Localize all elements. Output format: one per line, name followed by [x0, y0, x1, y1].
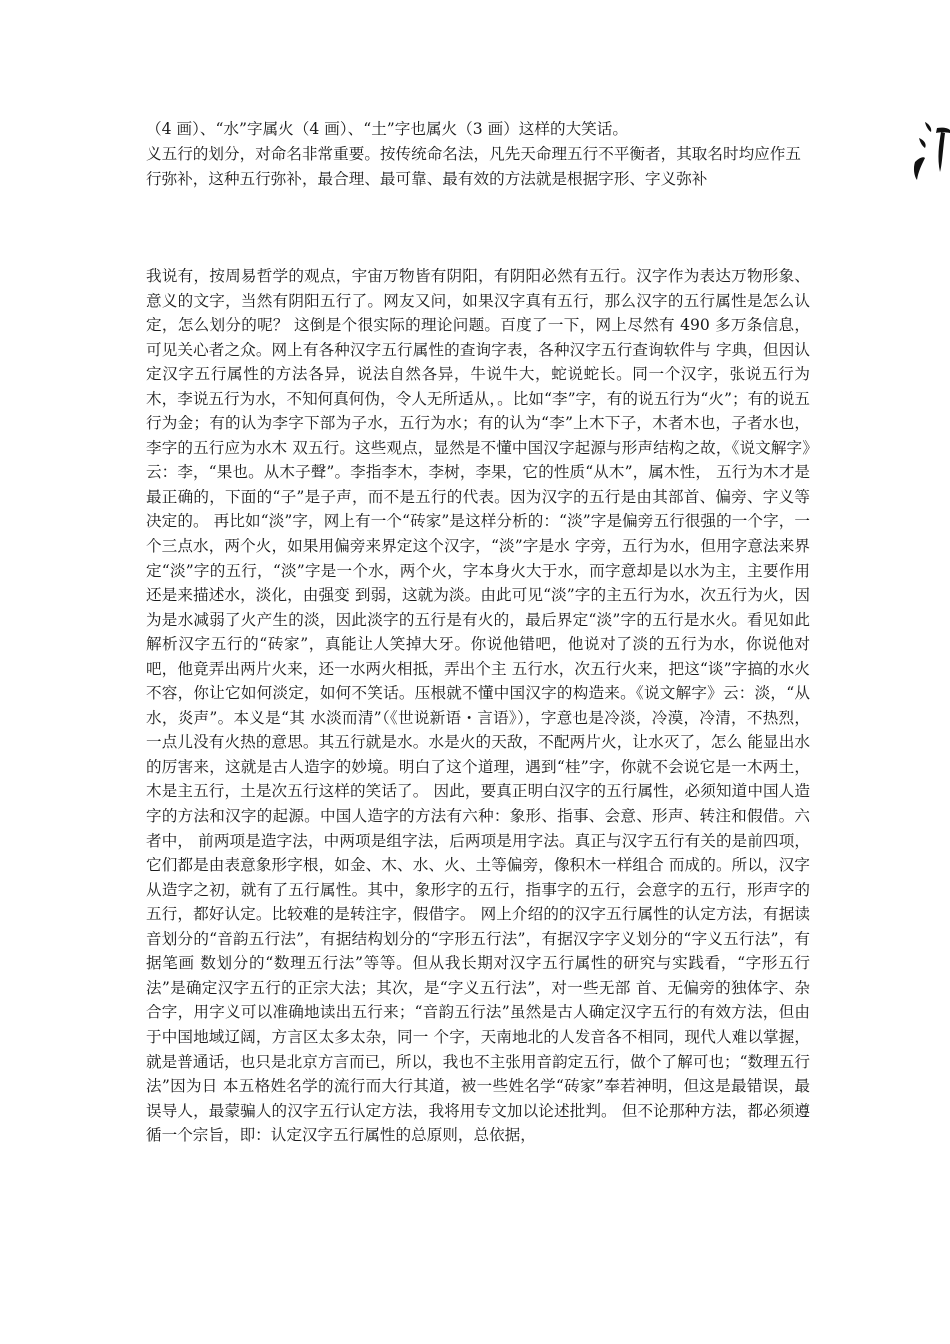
calligraphy-brush-stroke-icon	[905, 118, 950, 188]
top-line-1: （4 画）、“水”字属火（4 画）、“土”字也属火（3 画）这样的大笑话。	[146, 120, 628, 138]
body-text-block	[146, 264, 810, 1148]
top-line-2: 义五行的划分，对命名非常重要。按传统命名法，凡先天命理五行不平衡者，其取名时均应作五行弥补，这种五行弥补，最合理、最可靠、最有效的方法就是根据字形、字义弥补	[146, 145, 801, 188]
body-paragraph: 我说有，按周易哲学的观点，宇宙万物皆有阴阳，有阴阳必然有五行。汉字作为表达万物形象、意义的文字，当然有阴阳五行了。网友又问，如果汉字真有五行，那么汉字的五行属性是怎么认定，怎么划分的呢？ 这倒是个很实际的理论问题。百度了一下，网上尽然有 490 多万条信息，可见关心者之众。网上有各种汉字五行属性的查询字表，各种汉字五行查询软件与 字典，但因认定汉字五行属性的方法各异，说法自然各异，牛说牛大，蛇说蛇长。同一个汉字，张说五行为木，李说五行为水，不知何真何伪，令人无所适从，。比如“李”字，有的说五行为“火”；有的说五行为金；有的认为李字下部为子水，五行为水；有的认为“李”上木下子，木者木也，子者水也，李字的五行应为水木 双五行。这些观点，显然是不懂中国汉字起源与形声结构之故，《说文解字》云：李，“果也。从木子聲”。李指李木，李树，李果，它的性质“从木”，属木性， 五行为木才是最正确的，下面的“子”是子声，而不是五行的代表。因为汉字的五行是由其部首、偏旁、字义等决定的。 再比如“淡”字，网上有一个“砖家”是这样分析的：“淡”字是偏旁五行很强的一个字，一个三点水，两个火，如果用偏旁来界定这个汉字，“淡”字是水 字旁，五行为水，但用字意法来界定“淡”字的五行，“淡”字是一个水，两个火，字本身火大于水，而字意却是以水为主，主要作用还是来描述水，淡化，由强变 到弱，这就为淡。由此可见“淡”字的主五行为水，次五行为火，因为是水减弱了火产生的淡，因此淡字的五行是有火的，最后界定“淡”字的五行是水火。看见如此解析汉字五行的“砖家”，真能让人笑掉大牙。你说他错吧，他说对了淡的五行为水，你说他对吧，他竟弄出两片火来，还一水两火相抵，弄出个主 五行水，次五行火来，把这“谈”字搞的水火不容，你让它如何淡定，如何不笑话。压根就不懂中国汉字的构造来。《说文解字》云：淡，“从水，炎声”。本义是“其 水淡而清”（《世说新语・言语》），字意也是冷淡，冷漠，冷清，不热烈，一点儿没有火热的意思。其五行就是水。水是火的天敌，不配两片火，让水灭了，怎么 能显出水的厉害来，这就是古人造字的妙境。明白了这个道理，遇到“桂”字，你就不会说它是一木两土，木是主五行，土是次五行这样的笑话了。 因此，要真正明白汉字的五行属性，必须知道中国人造字的方法和汉字的起源。中国人造字的方法有六种：象形、指事、会意、形声、转注和假借。六者中， 前两项是造字法，中两项是组字法，后两项是用字法。真正与汉字五行有关的是前四项，它们都是由表意象形字根，如金、木、水、火、土等偏旁，像积木一样组合 而成的。所以，汉字从造字之初，就有了五行属性。其中，象形字的五行，指事字的五行，会意字的五行，形声字的五行，都好认定。比较难的是转注字，假借字。 网上介绍的的汉字五行属性的认定方法，有据读音划分的“音韵五行法”，有据结构划分的“字形五行法”，有据汉字字义划分的“字义五行法”，有据笔画 数划分的“数理五行法”等等。但从我长期对汉字五行属性的研究与实践看，“字形五行法”是确定汉字五行的正宗大法；其次，是“字义五行法”，对一些无部 首、无偏旁的独体字、杂合字，用字义可以准确地读出五行来；“音韵五行法”虽然是古人确定汉字五行的有效方法，但由于中国地域辽阔，方言区太多太杂，同一 个字，天南地北的人发音各不相同，现代人难以掌握，就是普通话，也只是北京方言而已，所以，我也不主张用音韵定五行，做个了解可也；“数理五行法”因为日 本五格姓名学的流行而大行其道，被一些姓名学“砖家”奉若神明，但这是最错误，最误导人，最蒙骗人的汉字五行认定方法，我将用专文加以论述批判。 但不论那种方法，都必须遵循一个宗旨，即：认定汉字五行属性的总原则，总依据，	[146, 267, 810, 1145]
top-text-block	[146, 117, 816, 192]
